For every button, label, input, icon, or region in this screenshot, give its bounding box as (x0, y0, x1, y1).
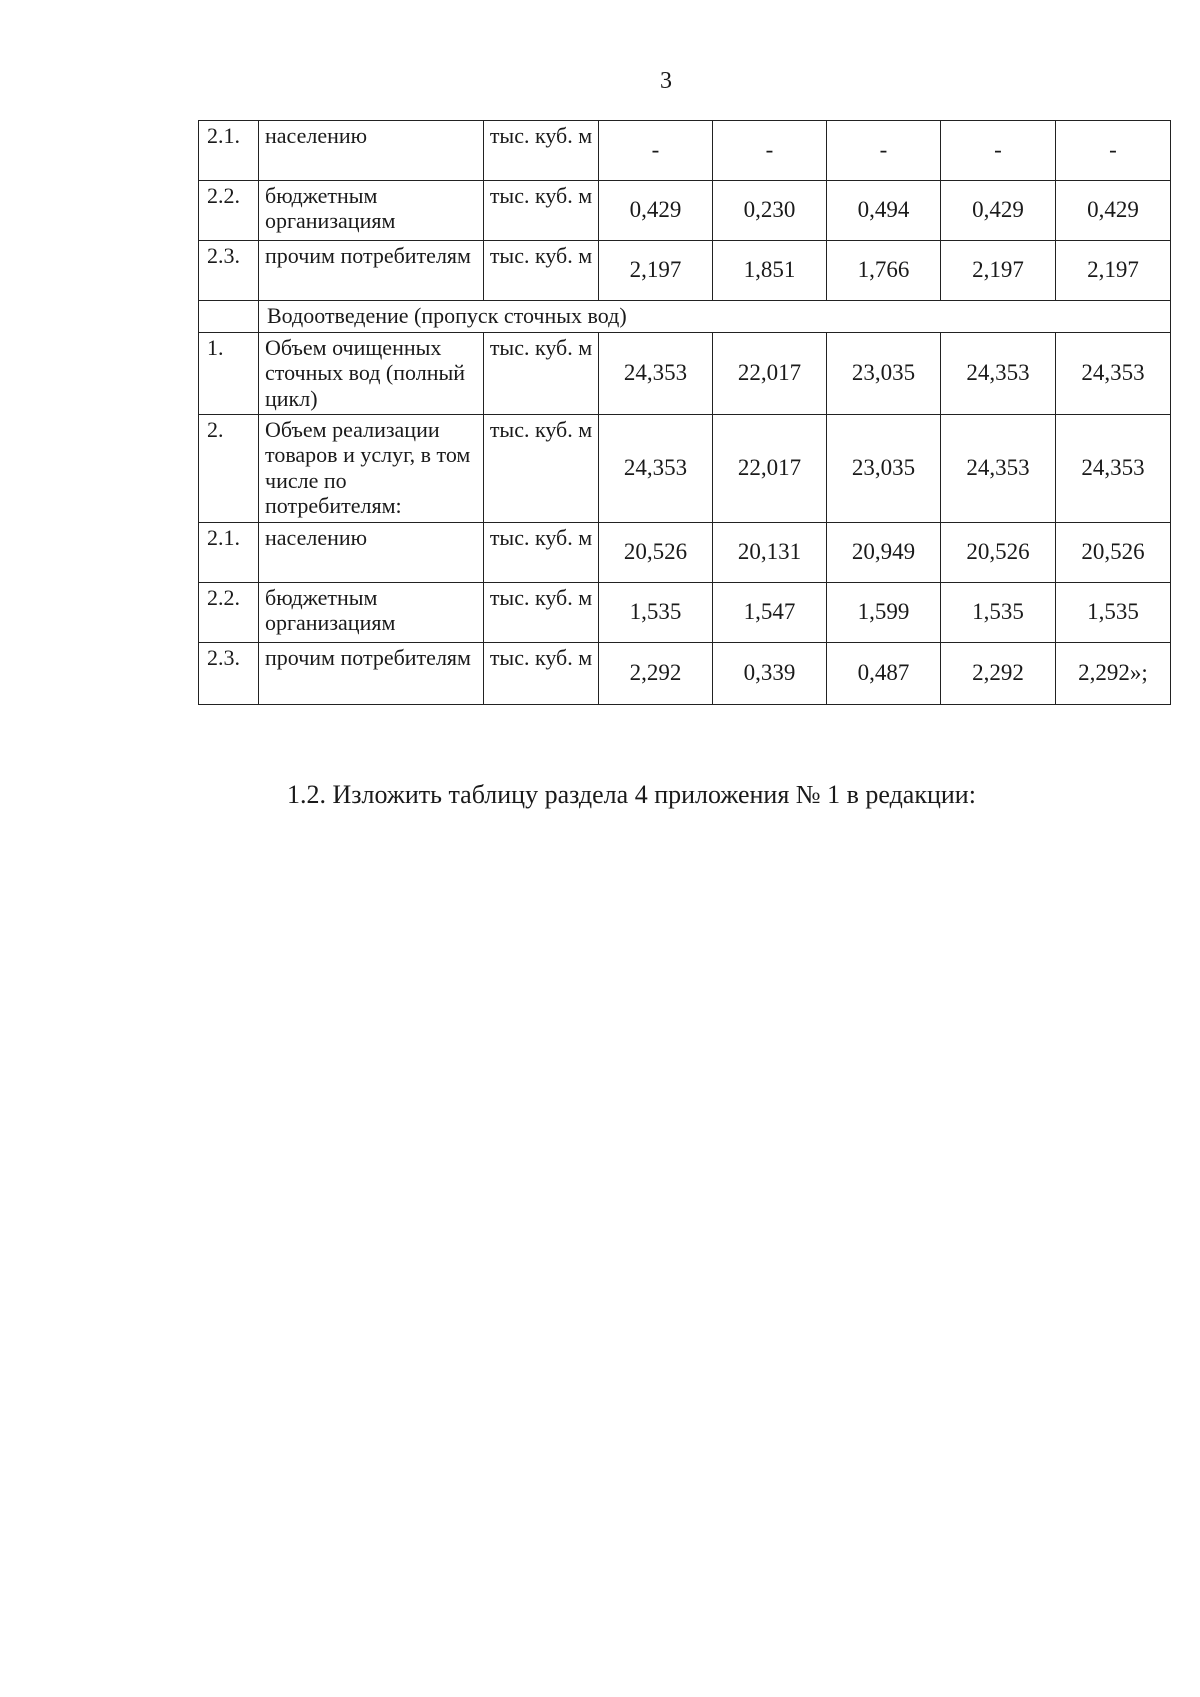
section-heading: Водоотведение (пропуск сточных вод) (259, 301, 1171, 333)
row-number-cell: 2. (199, 415, 259, 523)
row-number-cell (199, 301, 259, 333)
row-label-cell: населению (259, 121, 484, 181)
row-label-cell: населению (259, 523, 484, 583)
row-number-cell: 2.3. (199, 241, 259, 301)
value-cell: 2,292 (599, 643, 713, 705)
value-cell: 2,197 (1056, 241, 1171, 301)
table-row (199, 301, 1171, 333)
value-cell: 0,230 (713, 181, 827, 241)
value-cell: - (1056, 121, 1171, 181)
row-label-cell: прочим потребителям (259, 643, 484, 705)
value-cell: - (713, 121, 827, 181)
value-cell: 20,526 (599, 523, 713, 583)
unit-cell: тыс. куб. м (484, 523, 599, 583)
value-cell: 0,429 (1056, 181, 1171, 241)
table-row (199, 523, 1171, 583)
table-row (199, 643, 1171, 705)
row-number-cell: 1. (199, 333, 259, 415)
value-cell: 22,017 (713, 415, 827, 523)
value-cell: 24,353 (599, 333, 713, 415)
value-cell: 23,035 (827, 415, 941, 523)
table-row (199, 181, 1171, 241)
value-cell: 2,197 (599, 241, 713, 301)
value-cell: 2,197 (941, 241, 1056, 301)
data-table (198, 120, 1171, 705)
value-cell: 23,035 (827, 333, 941, 415)
row-number-cell: 2.1. (199, 523, 259, 583)
value-cell: 1,535 (1056, 583, 1171, 643)
unit-cell: тыс. куб. м (484, 241, 599, 301)
value-cell: 20,526 (941, 523, 1056, 583)
table-body (199, 121, 1171, 705)
value-cell: - (599, 121, 713, 181)
row-number-cell: 2.1. (199, 121, 259, 181)
value-cell: 0,429 (941, 181, 1056, 241)
value-cell: 1,599 (827, 583, 941, 643)
unit-cell: тыс. куб. м (484, 121, 599, 181)
row-number-cell: 2.3. (199, 643, 259, 705)
row-number-cell: 2.2. (199, 583, 259, 643)
row-label-cell: бюджетным организациям (259, 181, 484, 241)
value-cell: 1,766 (827, 241, 941, 301)
unit-cell: тыс. куб. м (484, 181, 599, 241)
instruction-text: 1.2. Изложить таблицу раздела 4 приложения № 1 в редакции: (287, 780, 976, 809)
table-row (199, 333, 1171, 415)
page-number: 3 (660, 68, 672, 94)
value-cell: 24,353 (941, 415, 1056, 523)
value-cell: 24,353 (1056, 333, 1171, 415)
value-cell: 22,017 (713, 333, 827, 415)
value-cell: 0,429 (599, 181, 713, 241)
value-cell: 24,353 (941, 333, 1056, 415)
value-cell: 1,547 (713, 583, 827, 643)
unit-cell: тыс. куб. м (484, 415, 599, 523)
value-cell: 20,526 (1056, 523, 1171, 583)
value-cell: 1,535 (941, 583, 1056, 643)
value-cell: 20,131 (713, 523, 827, 583)
value-cell: - (827, 121, 941, 181)
value-cell: 0,339 (713, 643, 827, 705)
value-cell: 24,353 (1056, 415, 1171, 523)
value-cell: 20,949 (827, 523, 941, 583)
table-row (199, 241, 1171, 301)
value-cell: 1,851 (713, 241, 827, 301)
value-cell: 2,292»; (1056, 643, 1171, 705)
value-cell: 0,487 (827, 643, 941, 705)
row-label-cell: бюджетным организациям (259, 583, 484, 643)
value-cell: 2,292 (941, 643, 1056, 705)
row-label-cell: прочим потребителям (259, 241, 484, 301)
value-cell: 24,353 (599, 415, 713, 523)
value-cell: 0,494 (827, 181, 941, 241)
unit-cell: тыс. куб. м (484, 583, 599, 643)
table-row (199, 415, 1171, 523)
row-number-cell: 2.2. (199, 181, 259, 241)
row-label-cell: Объем очищенных сточных вод (полный цикл) (259, 333, 484, 415)
unit-cell: тыс. куб. м (484, 643, 599, 705)
unit-cell: тыс. куб. м (484, 333, 599, 415)
row-label-cell: Объем реализации товаров и услуг, в том числе по потребителям: (259, 415, 484, 523)
table-row (199, 583, 1171, 643)
table-row (199, 121, 1171, 181)
value-cell: - (941, 121, 1056, 181)
value-cell: 1,535 (599, 583, 713, 643)
